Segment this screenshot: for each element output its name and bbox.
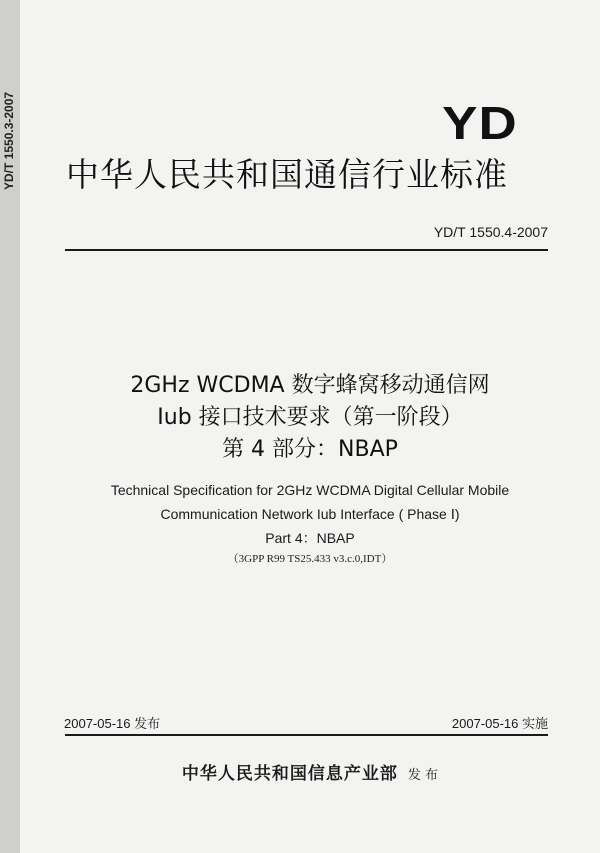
issue-date: 2007-05-16 发布 bbox=[64, 716, 161, 731]
bottom-divider bbox=[65, 734, 548, 736]
spine-standard-number: YD/T 1550.3-2007 bbox=[2, 91, 16, 190]
reference-standard: （3GPP R99 TS25.433 v3.c.0,IDT） bbox=[227, 553, 393, 565]
yd-logo: YD bbox=[442, 97, 518, 149]
cn-title-line-2: Iub 接口技术要求（第一阶段） bbox=[157, 405, 463, 430]
publisher-suffix: 发 布 bbox=[407, 768, 439, 783]
cover-page bbox=[20, 0, 600, 853]
publisher-line bbox=[20, 759, 600, 784]
standard-number: YD/T 1550.4-2007 bbox=[433, 224, 548, 240]
binding-spine bbox=[0, 0, 20, 853]
top-divider bbox=[65, 249, 548, 251]
publisher-name: 中华人民共和国信息产业部 bbox=[181, 764, 398, 784]
en-title-line-2: Communication Network Iub Interface ( Phase Ⅰ) bbox=[160, 506, 460, 522]
cn-title-line-1: 2GHz WCDMA 数字蜂窝移动通信网 bbox=[130, 373, 490, 398]
cn-title-line-3: 第 4 部分：NBAP bbox=[222, 437, 398, 462]
title-block bbox=[20, 370, 600, 568]
en-title-line-1: Technical Specification for 2GHz WCDMA Digital Cellular Mobile bbox=[110, 482, 510, 498]
organization-title: 中华人民共和国通信行业标准 bbox=[66, 155, 508, 194]
en-title-line-3: Part 4：NBAP bbox=[265, 530, 355, 546]
implementation-date: 2007-05-16 实施 bbox=[451, 716, 548, 731]
